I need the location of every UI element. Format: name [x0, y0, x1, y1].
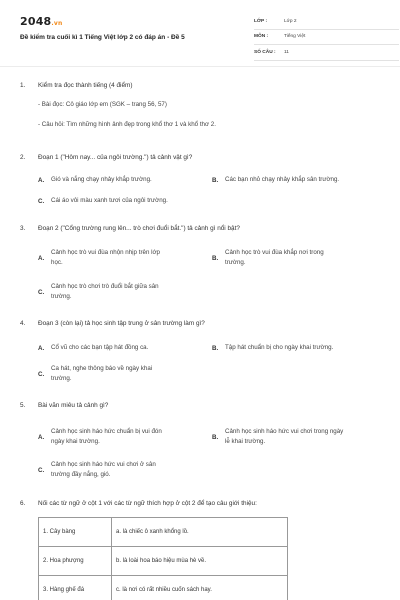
option-letter: B.: [212, 433, 219, 441]
option-line: trường đầy nắng, gió.: [51, 471, 111, 478]
option-letter: C.: [38, 288, 45, 296]
meta-label-class: LỚP :: [254, 18, 268, 24]
document-header: [20, 14, 380, 60]
option-text: Tập hát chuẩn bị cho ngày khai trường.: [225, 343, 334, 351]
table-cell[interactable]: b. là loài hoa báo hiệu mùa hè về.: [112, 547, 288, 576]
question-5-option-a[interactable]: [38, 425, 162, 449]
option-line: ngày khai trường.: [51, 438, 100, 445]
table-cell[interactable]: 2. Hoa phượng: [39, 547, 112, 576]
question-5-text: Bài văn miêu tả cảnh gì?: [38, 402, 109, 409]
question-3-option-b[interactable]: [212, 246, 324, 270]
question-3-option-a[interactable]: [38, 246, 160, 270]
option-line: Cảnh học sinh háo hức vui chơi ở sân: [51, 460, 156, 468]
table-cell[interactable]: 3. Hàng ghế đá: [39, 576, 112, 600]
option-letter: B.: [212, 344, 219, 352]
option-line: Cảnh học trò vui đùa nhộn nhịp trên lớp: [51, 248, 160, 256]
meta-row-question-count: [254, 45, 399, 61]
option-text: [51, 282, 159, 303]
option-letter: C.: [38, 197, 45, 205]
option-letter: A.: [38, 176, 45, 184]
option-text: [51, 364, 152, 385]
option-line: Cảnh học sinh háo hức vui chơi trong ngày: [225, 427, 344, 435]
question-4-number: 4.: [20, 320, 26, 327]
question-2-option-b[interactable]: [212, 172, 339, 188]
meta-label-question-count: SỐ CÂU :: [254, 49, 276, 55]
question-1-reading: - Bài đọc: Cô giáo lớp em (SGK – trang 56, 57): [38, 101, 167, 108]
question-5-option-c[interactable]: [38, 458, 156, 482]
logo-text: 2048: [20, 15, 52, 28]
option-text: [225, 248, 324, 269]
question-4-option-c[interactable]: [38, 362, 152, 386]
option-line: học.: [51, 259, 63, 266]
meta-value-question-count: 11: [284, 49, 289, 55]
option-line: trường.: [51, 293, 72, 300]
option-line: Cảnh học trò vui đùa khắp nơi trong: [225, 248, 324, 256]
question-1-prompt: - Câu hỏi: Tìm những hình ảnh đẹp trong khổ thơ 1 và khổ thơ 2.: [38, 121, 216, 128]
option-letter: B.: [212, 176, 219, 184]
logo-suffix: .vn: [51, 20, 63, 27]
option-text: Các bạn nhỏ chạy nhảy khắp sân trường.: [225, 175, 340, 183]
question-1-text: Kiểm tra đọc thành tiếng (4 điểm): [38, 82, 133, 89]
table-cell[interactable]: a. là chiếc ô xanh khổng lồ.: [112, 518, 288, 547]
option-letter: C.: [38, 370, 45, 378]
question-2-text: Đoạn 1 ("Hôm nay... của ngôi trường.") tả cảnh vật gì?: [38, 154, 193, 161]
table-row: [39, 518, 288, 547]
question-4-option-b[interactable]: [212, 340, 333, 356]
document-title: Đề kiểm tra cuối kì 1 Tiếng Việt lớp 2 có đáp án - Đề 5: [20, 34, 185, 41]
table-cell[interactable]: c. là nơi có rất nhiều cuốn sách hay.: [112, 576, 288, 600]
option-line: trường.: [225, 259, 246, 266]
question-3-option-c[interactable]: [38, 280, 159, 304]
question-6-text: Nối các từ ngữ ở cột 1 với các từ ngữ thích hợp ở cột 2 để tạo câu giới thiệu:: [38, 500, 257, 507]
option-line: trường.: [51, 375, 72, 382]
question-5-number: 5.: [20, 402, 26, 409]
option-letter: B.: [212, 254, 219, 262]
option-text: Cổ vũ cho các bạn tập hát đồng ca.: [51, 343, 149, 351]
table-cell[interactable]: 1. Cây bàng: [39, 518, 112, 547]
option-line: lễ khai trường.: [225, 438, 266, 445]
option-text: Cái áo vôi màu xanh tươi của ngôi trường.: [51, 196, 168, 204]
option-line: Cảnh học trò chơi trò đuổi bắt giữa sân: [51, 282, 159, 290]
question-1-number: 1.: [20, 82, 26, 89]
option-line: Cảnh học sinh háo hức chuẩn bị vui đón: [51, 427, 162, 435]
option-line: Ca hát, nghe thông báo về ngày khai: [51, 364, 153, 372]
option-letter: C.: [38, 466, 45, 474]
site-logo[interactable]: [20, 15, 62, 28]
question-2-option-a[interactable]: [38, 172, 152, 188]
option-text: Gió và nắng chạy nhảy khắp trường.: [51, 175, 152, 183]
table-row: [39, 576, 288, 600]
table-row: [39, 547, 288, 576]
meta-row-class: [254, 14, 399, 30]
option-text: [225, 427, 343, 448]
header-divider: [0, 66, 400, 67]
option-text: [51, 248, 160, 269]
question-2-number: 2.: [20, 154, 26, 161]
question-4-option-a[interactable]: [38, 340, 148, 356]
question-3-text: Đoạn 2 ("Cổng trường rung lên... trò chơi đuổi bắt.") tả cảnh gì nổi bật?: [38, 225, 240, 232]
question-2-option-c[interactable]: [38, 193, 168, 209]
option-letter: A.: [38, 344, 45, 352]
meta-row-subject: [254, 30, 399, 46]
question-5-option-b[interactable]: [212, 425, 343, 449]
option-text: [51, 427, 162, 448]
meta-label-subject: MÔN :: [254, 34, 269, 40]
question-4-text: Đoạn 3 (còn lại) tả học sinh tập trung ở sân trường làm gì?: [38, 320, 205, 327]
option-letter: A.: [38, 254, 45, 262]
question-6-number: 6.: [20, 500, 26, 507]
question-3-number: 3.: [20, 225, 26, 232]
option-text: [51, 460, 156, 481]
meta-value-class: Lớp 2: [284, 18, 297, 24]
meta-value-subject: Tiếng Việt: [284, 34, 306, 40]
document-meta: [254, 14, 399, 61]
matching-table: [38, 517, 288, 600]
option-letter: A.: [38, 433, 45, 441]
